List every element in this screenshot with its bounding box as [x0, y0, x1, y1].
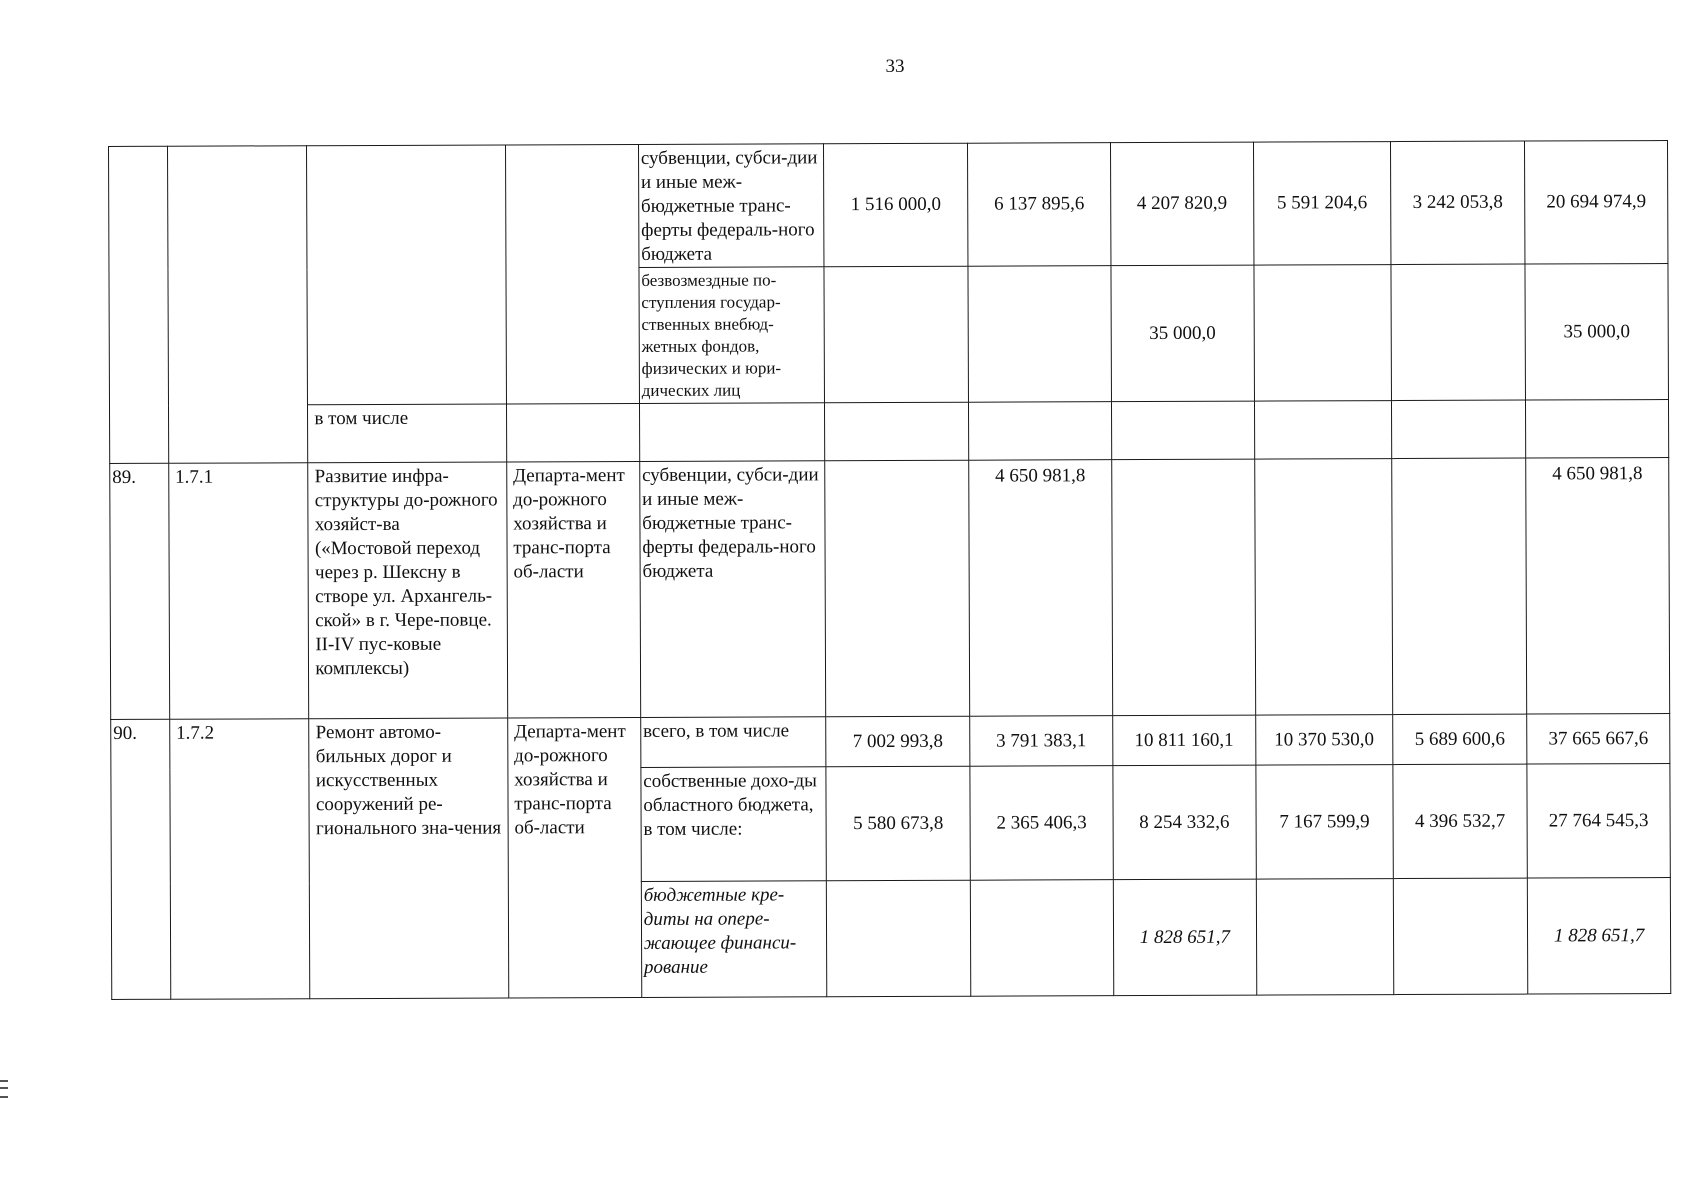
row-number-cell [109, 146, 169, 463]
source-cell: бюджетные кре-диты на опере-жающее финанси-рование [641, 881, 827, 998]
source-cell [639, 403, 825, 462]
table-row [109, 400, 1668, 464]
value-cell: 5 689 600,6 [1393, 714, 1527, 765]
value-cell: 8 254 332,6 [1113, 765, 1256, 880]
value-cell: 2 365 406,3 [970, 766, 1113, 881]
value-cell [1391, 264, 1526, 401]
name-cell: в том числе [308, 404, 507, 463]
value-cell: 37 665 667,6 [1527, 714, 1670, 765]
value-cell: 7 002 993,8 [826, 716, 970, 767]
source-cell: безвозмездные по-ступления государ-ственных внебюд-жетных фондов, физических и юри-дических лиц [639, 267, 825, 404]
value-cell: 4 650 981,8 [1526, 458, 1670, 715]
value-cell [969, 402, 1112, 461]
value-cell [1393, 878, 1528, 995]
value-cell: 7 167 599,9 [1256, 765, 1394, 880]
value-cell: 10 811 160,1 [1113, 715, 1256, 766]
value-cell: 5 591 204,6 [1253, 142, 1391, 266]
value-cell [970, 880, 1113, 997]
name-cell: Ремонт автомо-бильных дорог и искусственных сооружений ре-гионального зна-чения [309, 718, 508, 999]
row-number-cell: 89. [110, 463, 170, 719]
executor-cell [505, 144, 639, 404]
code-cell: 1.7.2 [170, 719, 311, 1000]
value-cell: 20 694 974,9 [1525, 141, 1668, 265]
value-cell [1112, 459, 1256, 716]
name-cell: Развитие инфра-структуры до-рожного хозяйст-ва («Мостовой переход через р. Шексну в створе ул. Архангель-ской» в г. Чере-повце. II-IV пус-ковые комплексы) [308, 462, 507, 719]
executor-cell: Департа-мент до-рожного хозяйства и транс-порта об-ласти [507, 717, 641, 998]
scan-edge-mark [0, 1080, 8, 1098]
value-cell [1111, 401, 1254, 460]
value-cell [1254, 459, 1392, 716]
value-cell: 35 000,0 [1525, 264, 1668, 401]
source-cell: собственные дохо-ды областного бюджета, в том числе: [641, 767, 827, 882]
value-cell: 6 137 895,6 [968, 143, 1111, 267]
source-cell: субвенции, субси-дии и иные меж-бюджетные транс-ферты федераль-ного бюджета [638, 144, 824, 268]
value-cell [1254, 401, 1392, 460]
value-cell [1526, 400, 1669, 459]
value-cell: 4 396 532,7 [1393, 764, 1528, 879]
code-cell [167, 146, 308, 464]
value-cell: 4 650 981,8 [969, 460, 1113, 717]
value-cell [1392, 458, 1527, 715]
page-number: 33 [885, 56, 905, 77]
value-cell [968, 266, 1111, 403]
row-number-cell: 90. [111, 719, 171, 999]
value-cell: 4 207 820,9 [1110, 142, 1253, 266]
value-cell: 27 764 545,3 [1527, 764, 1670, 879]
value-cell: 1 516 000,0 [824, 143, 968, 267]
value-cell [825, 460, 970, 717]
code-cell: 1.7.1 [169, 463, 310, 720]
value-cell: 5 580 673,8 [826, 766, 970, 881]
table-row [110, 458, 1670, 720]
value-cell: 35 000,0 [1111, 265, 1254, 402]
value-cell: 3 791 383,1 [970, 716, 1113, 767]
value-cell: 1 828 651,7 [1527, 878, 1670, 995]
table-row [111, 714, 1670, 770]
budget-table [108, 140, 1671, 1000]
name-cell [307, 145, 506, 405]
value-cell [1254, 265, 1392, 402]
value-cell [1392, 400, 1526, 459]
source-cell: субвенции, субси-дии и иные меж-бюджетные транс-ферты федераль-ного бюджета [640, 461, 826, 718]
executor-cell: Департа-мент до-рожного хозяйства и транс-порта об-ласти [507, 461, 641, 718]
value-cell [826, 880, 970, 997]
value-cell [824, 266, 968, 403]
value-cell: 1 828 651,7 [1113, 879, 1256, 996]
table-row [109, 141, 1668, 270]
executor-cell [506, 403, 639, 462]
value-cell [825, 402, 969, 461]
value-cell: 10 370 530,0 [1255, 715, 1393, 766]
source-cell: всего, в том числе [640, 717, 826, 768]
value-cell [1256, 879, 1394, 996]
value-cell: 3 242 053,8 [1391, 141, 1526, 265]
